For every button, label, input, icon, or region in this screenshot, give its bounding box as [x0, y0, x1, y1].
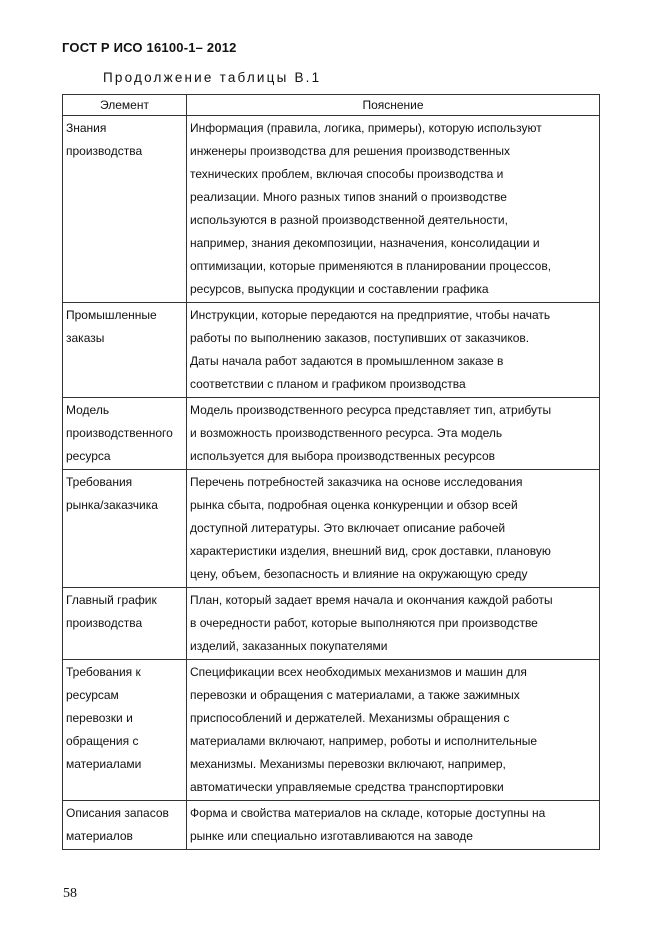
- column-header-explanation: Пояснение: [187, 95, 600, 116]
- explanation-text-line: Форма и свойства материалов на складе, которые доступны на: [190, 806, 546, 820]
- table-continuation-caption: Продолжение таблицы В.1: [103, 70, 322, 85]
- table-row: [63, 303, 600, 398]
- table-row: [63, 398, 600, 470]
- explanation-text-line: План, который задает время начала и окончания каждой работы: [190, 593, 553, 607]
- explanation-text-line: Информация (правила, логика, примеры), которую используют: [190, 121, 542, 135]
- explanation-cell: [187, 588, 600, 660]
- explanation-text-line: изделий, заказанных покупателями: [190, 639, 388, 653]
- table-row: [63, 588, 600, 660]
- element-text-line: Знания: [66, 121, 107, 135]
- table-row: [63, 801, 600, 850]
- element-text-line: Описания запасов: [66, 806, 169, 820]
- element-cell: [63, 660, 187, 801]
- table-row: [63, 660, 600, 801]
- explanation-text-line: инженеры производства для решения производственных: [190, 144, 511, 158]
- table-body: [63, 116, 600, 850]
- standard-designation: ГОСТ Р ИСО 16100-1– 2012: [62, 40, 237, 55]
- explanation-text-line: в очередности работ, которые выполняются при производстве: [190, 616, 538, 630]
- explanation-text-line: и возможность производственного ресурса. Эта модель: [190, 426, 503, 440]
- element-cell: [63, 801, 187, 850]
- definitions-table: [62, 94, 600, 850]
- explanation-text-line: рынке или специально изготавливаются на заводе: [190, 829, 473, 843]
- element-cell: [63, 398, 187, 470]
- element-text-line: производственного: [66, 426, 173, 440]
- explanation-text-line: Инструкции, которые передаются на предприятие, чтобы начать: [190, 308, 551, 322]
- element-text-line: ресурса: [66, 449, 111, 463]
- explanation-text-line: рынка сбыта, подробная оценка конкуренции и обзор всей: [190, 498, 518, 512]
- element-cell: [63, 303, 187, 398]
- explanation-cell: [187, 398, 600, 470]
- element-text-line: материалов: [66, 829, 133, 843]
- explanation-text-line: цену, объем, безопасность и влияние на окружающую среду: [190, 567, 528, 581]
- element-text-line: Модель: [66, 403, 110, 417]
- explanation-text-line: приспособлений и держателей. Механизмы обращения с: [190, 711, 510, 725]
- explanation-text-line: оптимизации, которые применяются в планировании процессов,: [190, 259, 552, 273]
- element-text-line: Промышленные: [66, 308, 157, 322]
- explanation-text-line: например, знания декомпозиции, назначения, консолидации и: [190, 236, 540, 250]
- explanation-text-line: перевозки и обращения с материалами, а также зажимных: [190, 688, 520, 702]
- element-text-line: ресурсам: [66, 688, 119, 702]
- element-text-line: обращения с: [66, 734, 139, 748]
- explanation-text-line: доступной литературы. Это включает описание рабочей: [190, 521, 506, 535]
- explanation-cell: [187, 801, 600, 850]
- column-header-element: Элемент: [63, 95, 187, 116]
- element-text-line: материалами: [66, 757, 142, 771]
- explanation-text-line: технических проблем, включая способы производства и: [190, 167, 504, 181]
- explanation-text-line: материалами включают, например, роботы и исполнительные: [190, 734, 538, 748]
- explanation-text-line: соответствии с планом и графиком производства: [190, 377, 466, 391]
- element-text-line: Главный график: [66, 593, 157, 607]
- explanation-text-line: используются в разной производственной деятельности,: [190, 213, 508, 227]
- explanation-text-line: Модель производственного ресурса представляет тип, атрибуты: [190, 403, 552, 417]
- explanation-text-line: Спецификации всех необходимых механизмов и машин для: [190, 665, 527, 679]
- explanation-text-line: реализации. Много разных типов знаний о производстве: [190, 190, 507, 204]
- table-row: [63, 470, 600, 588]
- element-cell: [63, 588, 187, 660]
- explanation-text-line: механизмы. Механизмы перевозки включают, например,: [190, 757, 506, 771]
- explanation-text-line: автоматически управляемые средства транспортировки: [190, 780, 504, 794]
- element-text-line: производства: [66, 616, 143, 630]
- element-text-line: Требования: [66, 475, 133, 489]
- element-text-line: Требования к: [66, 665, 141, 679]
- explanation-text-line: работы по выполнению заказов, поступивших от заказчиков.: [190, 331, 530, 345]
- element-cell: [63, 116, 187, 303]
- explanation-text-line: используется для выбора производственных ресурсов: [190, 449, 496, 463]
- explanation-cell: [187, 303, 600, 398]
- table-row: [63, 116, 600, 303]
- element-cell: [63, 470, 187, 588]
- page-number: 58: [63, 886, 77, 901]
- explanation-cell: [187, 116, 600, 303]
- explanation-text-line: Перечень потребностей заказчика на основе исследования: [190, 475, 523, 489]
- element-text-line: рынка/заказчика: [66, 498, 158, 512]
- explanation-text-line: ресурсов, выпуска продукции и составлении графика: [190, 282, 489, 296]
- explanation-text-line: Даты начала работ задаются в промышленном заказе в: [190, 354, 504, 368]
- element-text-line: перевозки и: [66, 711, 133, 725]
- explanation-cell: [187, 660, 600, 801]
- table-header-row: [63, 95, 600, 116]
- element-text-line: заказы: [66, 331, 105, 345]
- element-text-line: производства: [66, 144, 143, 158]
- explanation-text-line: характеристики изделия, внешний вид, срок доставки, плановую: [190, 544, 551, 558]
- explanation-cell: [187, 470, 600, 588]
